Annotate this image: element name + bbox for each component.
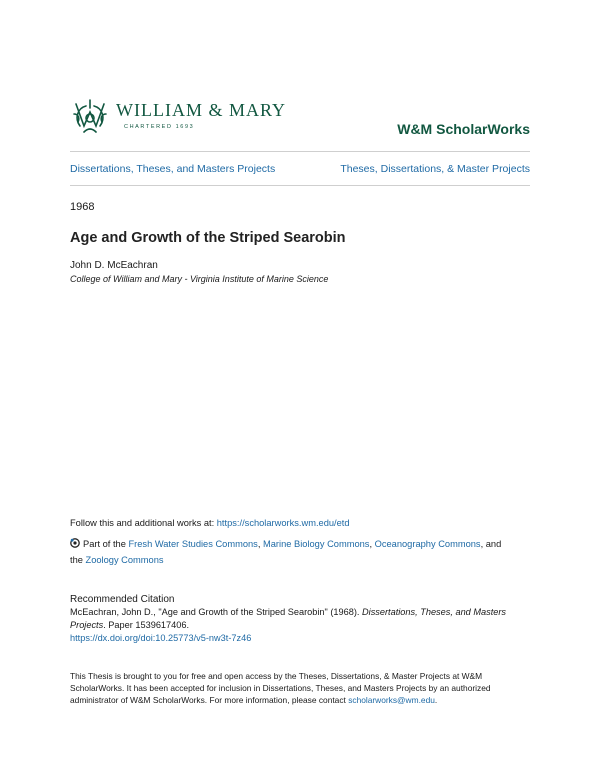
part-of-prefix: Part of the <box>83 539 129 549</box>
contact-email-link[interactable]: scholarworks@wm.edu <box>348 695 435 706</box>
statement-end: . <box>434 695 438 706</box>
commons-network-icon <box>70 538 80 548</box>
cypher-emblem-icon <box>70 96 110 138</box>
access-statement <box>70 670 540 707</box>
separator: , <box>369 539 375 549</box>
paper-title: Age and Growth of the Striped Searobin <box>70 230 346 246</box>
citation-series: Dissertations, Theses, and Masters <box>362 607 507 617</box>
author-name: John D. McEachran <box>70 260 158 271</box>
author-affiliation: College of William and Mary - Virginia Institute of Marine Science <box>70 274 329 284</box>
breadcrumb-dissertations-link[interactable]: Dissertations, Theses, and Masters Projects <box>70 163 276 175</box>
follow-line <box>70 518 350 528</box>
citation-label: Recommended Citation <box>70 594 175 605</box>
zoology-link[interactable]: Zoology Commons <box>85 555 164 565</box>
citation-paper-number: . Paper 1539617406. <box>103 620 190 631</box>
doi-link[interactable]: https://dx.doi.org/doi:10.25773/v5-nw3t-7z46 <box>70 633 252 644</box>
citation-body <box>70 606 540 646</box>
follow-text: Follow this and additional works at: <box>70 518 217 528</box>
statement-line: administrator of W&M ScholarWorks. For more information, please contact <box>70 695 349 706</box>
marine-biology-link[interactable]: Marine Biology Commons <box>263 539 370 549</box>
oceanography-link[interactable]: Oceanography Commons <box>374 539 481 549</box>
statement-line: ScholarWorks. It has been accepted for inclusion in Dissertations, Theses, and Masters Projects by an authorized <box>70 683 491 694</box>
citation-series-cont: Projects <box>70 620 104 631</box>
follow-url-link[interactable]: https://scholarworks.wm.edu/etd <box>216 518 350 528</box>
statement-line: This Thesis is brought to you for free and open access by the Theses, Dissertations, & Master Projects at W&M <box>70 671 483 681</box>
scholarworks-brand-link[interactable]: W&M ScholarWorks <box>397 121 530 137</box>
breadcrumb-theses-link[interactable]: Theses, Dissertations, & Master Projects <box>340 163 530 175</box>
separator: , and <box>480 539 502 549</box>
separator: , <box>257 539 263 549</box>
wm-logo[interactable] <box>70 96 290 138</box>
publication-year: 1968 <box>70 201 95 213</box>
logo-wordmark: WILLIAM & MARY <box>116 100 286 120</box>
part-of-line-2 <box>70 555 164 565</box>
fresh-water-studies-link[interactable]: Fresh Water Studies Commons <box>128 539 258 549</box>
citation-text: McEachran, John D., "Age and Growth of the Striped Searobin" (1968). <box>70 607 363 617</box>
part-of-the: the <box>70 555 86 565</box>
logo-tagline: CHARTERED 1693 <box>124 124 195 130</box>
divider <box>70 185 530 186</box>
divider <box>70 151 530 152</box>
part-of-line <box>70 538 501 549</box>
